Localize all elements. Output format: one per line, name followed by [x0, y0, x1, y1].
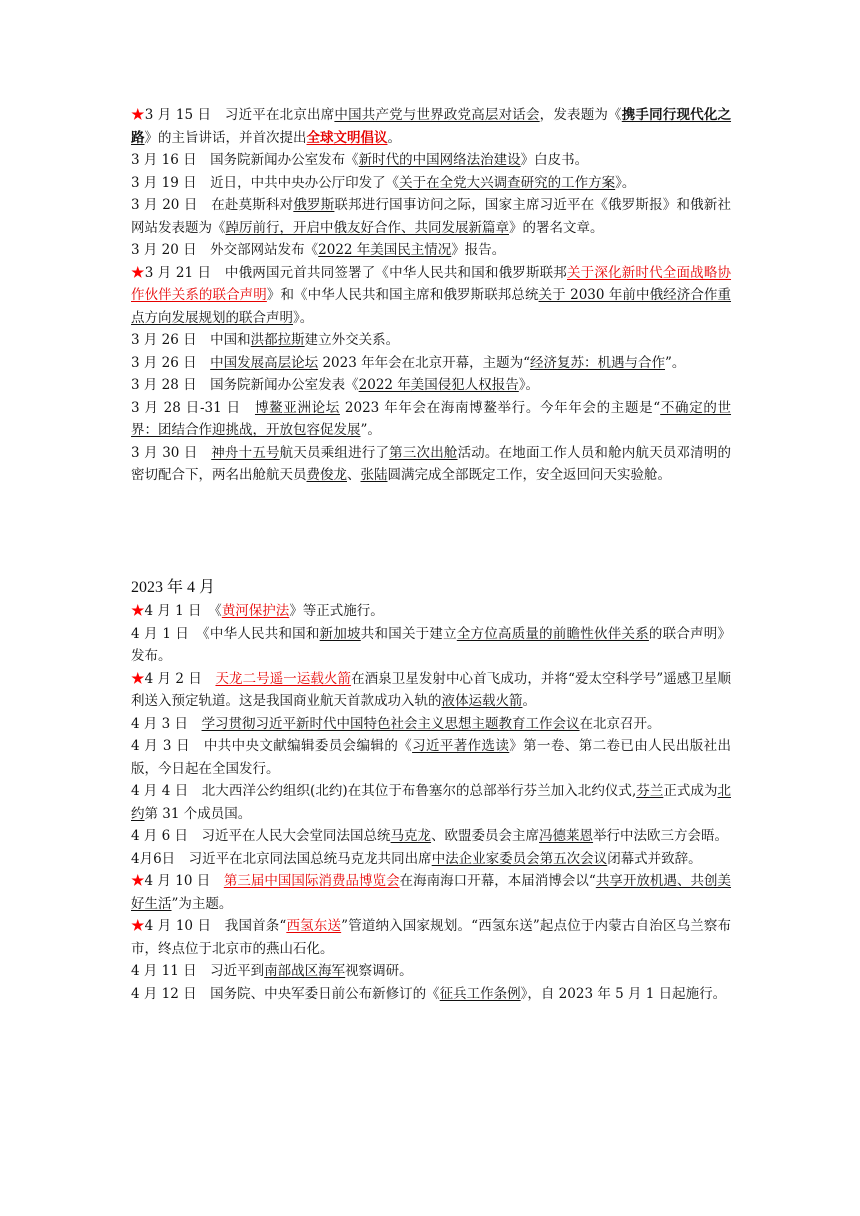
entry-text: 联邦进行国事访问之际，国家主席习近平在《俄罗斯报》和俄新社网站发表题为《: [131, 197, 732, 236]
event-entry: [131, 149, 731, 172]
underlined-term: 2022 年美国侵犯人权报告: [358, 377, 519, 393]
underlined-term: 全球文明倡议: [306, 129, 388, 146]
entry-text: 》。: [615, 174, 636, 191]
entry-text: 共和国关于建立: [360, 625, 457, 642]
entry-text: 3 月 20 日 外交部网站发布《: [131, 242, 319, 258]
entry-text: 4 月 11 日 习近平到: [131, 963, 265, 979]
underlined-term: 南部战区: [264, 963, 319, 979]
event-entry: [131, 262, 731, 330]
entry-text: 活动。在地面工作人员和舱内航天员邓清明的密切配合下，两名出舱航天员: [131, 444, 732, 483]
underlined-term: 携手同行现代化之路: [131, 107, 732, 146]
underlined-term: 马克龙: [390, 828, 432, 844]
entry-text: 举行中法欧三方会晤。: [593, 828, 729, 844]
entry-text: 》报告。: [451, 242, 506, 258]
underlined-term: 博鳌亚洲论坛: [254, 399, 340, 416]
entry-text: 》等正式施行。: [289, 603, 384, 619]
event-entry: [131, 780, 731, 825]
event-entry: [131, 172, 731, 195]
underlined-term: 黄河保护法: [221, 603, 290, 619]
april-events: [131, 600, 731, 1005]
star-icon: ★: [131, 603, 145, 619]
underlined-term: 新时代的中国网络法治建设: [358, 152, 521, 168]
underlined-term: 费俊龙: [306, 467, 347, 483]
star-icon: ★: [131, 670, 145, 687]
entry-text: 3 月 28 日 国务院新闻办公室发表《: [131, 377, 359, 393]
underlined-term: 2022 年美国民主情况: [318, 242, 452, 258]
event-entry: [131, 983, 731, 1006]
entry-text: 》的署名文章。: [509, 219, 604, 236]
entry-text: 在北京召开。: [579, 715, 661, 732]
entry-text: 》白皮书。: [520, 152, 589, 168]
underlined-term: 关于深化新时代全面战略协作伙伴关系的联合声明: [131, 264, 732, 303]
event-entry: [131, 623, 731, 668]
entry-text: 3 月 26 日 中国和: [131, 332, 251, 348]
event-entry: [131, 870, 731, 915]
underlined-term: 冯德莱恩: [539, 828, 594, 844]
entry-text: 3 月 16 日 国务院新闻办公室发布《: [131, 152, 359, 168]
entry-text: 4月6日 习近平在北京同法国总统马克龙共同出席: [131, 850, 432, 867]
entry-text: 3 月 28 日-31 日: [131, 399, 255, 416]
entry-text: ，发表题为《: [539, 107, 622, 123]
underlined-term: 关于在全党大兴调查研究的工作方案: [399, 174, 616, 191]
underlined-term: 天龙二号遥一运载火箭: [215, 670, 352, 687]
entry-text: 2023 年年会在海南博鳌举行。今年年会的主题是“: [339, 399, 661, 416]
event-entry: [131, 239, 731, 262]
event-entry: [131, 848, 731, 871]
entry-text: 正式成为: [663, 783, 718, 799]
event-entry: [131, 915, 731, 960]
entry-text: ”。: [665, 354, 686, 371]
underlined-term: 学习贯彻习近平新时代中国特色社会主义思想主题教育工作会议: [201, 715, 580, 732]
entry-text: 在海南海口开幕，本届消博会以“: [399, 873, 596, 889]
underlined-term: 俄罗斯: [293, 197, 335, 213]
underlined-term: 中国共产党与世界政党高层对话会: [334, 107, 540, 123]
entry-text: 4 月 4 日 北大西洋公约组织(北约)在其位于布鲁塞尔的总部举行芬兰加入北约仪式,: [131, 783, 637, 799]
entry-text: 4 月 10 日: [144, 873, 224, 889]
underlined-term: 北约: [131, 783, 731, 822]
underlined-term: 习近平著作选读: [412, 738, 510, 754]
underlined-term: 全方位高质量的前瞻性伙伴关系: [456, 625, 649, 642]
event-entry: [131, 104, 731, 149]
entry-text: 、欧盟委员会主席: [431, 828, 540, 844]
entry-text: 3 月 20 日 在赴莫斯科对: [131, 197, 294, 213]
underlined-term: 第三次出舱: [389, 444, 458, 461]
underlined-term: 不确定的世界：团结合作迎挑战，开放包容促发展: [131, 399, 732, 438]
event-entry: [131, 960, 731, 983]
underlined-term: 神舟十五号: [211, 444, 280, 461]
event-entry: [131, 442, 731, 487]
entry-text: 3 月 26 日: [131, 354, 211, 371]
event-entry: [131, 194, 731, 239]
entry-text: 》第一卷、第二卷已由人民出版社出版，今日起在全国发行。: [131, 738, 732, 777]
event-entry: [131, 713, 731, 736]
star-icon: ★: [131, 107, 145, 123]
entry-text: 第 31 个成员国。: [144, 805, 252, 822]
entry-text: 3 月 19 日 近日，中共中央办公厅印发了《: [131, 174, 400, 191]
entry-text: 》。: [518, 377, 540, 393]
underlined-term: 经济复苏：机遇与合作: [530, 354, 665, 371]
underlined-term: 中法企业家委员会: [431, 850, 540, 867]
entry-text: 4 月 2 日: [144, 670, 216, 687]
entry-text: 4 月 6 日 习近平在人民大会堂同法国总统: [131, 828, 391, 844]
underlined-term: 第五次会议: [539, 850, 608, 867]
underlined-term: 征兵工作条例: [439, 985, 521, 1002]
entry-text: 闭幕式并致辞。: [607, 850, 702, 867]
event-entry: [131, 735, 731, 780]
underlined-term: 关于 2030 年前中俄经济合作重点方向发展规划的联合声明: [131, 287, 732, 326]
entry-text: 。: [522, 693, 536, 709]
event-entry: [131, 374, 731, 397]
entry-text: 》的主旨讲话，并首次提出: [144, 129, 307, 146]
entry-text: 航天员乘组进行了: [279, 444, 390, 461]
underlined-term: 中国发展高层论坛: [210, 354, 319, 371]
march-events: [131, 104, 731, 487]
entry-text: 3 月 21 日 中俄两国元首共同签署了《中华人民共和国和俄罗斯联邦: [144, 264, 567, 281]
underlined-term: 第三届中国国际消费品博览会: [223, 873, 400, 889]
underlined-term: 张陆: [360, 467, 388, 483]
entry-text: 的联合声明》发布。: [131, 625, 732, 664]
april-section: [131, 577, 731, 1005]
entry-text: ”管道纳入国家规划。“西氢东送”起点位于内蒙古自治区乌兰察布市，终点位于北京市的燕山石化。: [131, 918, 732, 957]
entry-text: 、: [347, 467, 361, 483]
event-entry: [131, 600, 731, 623]
underlined-term: 洪都拉斯: [250, 332, 305, 348]
entry-text: 3 月 30 日: [131, 444, 212, 461]
entry-text: 3 月 15 日 习近平在北京出席: [144, 107, 335, 123]
entry-text: 4 月 3 日 中共中央文献编辑委员会编辑的《: [131, 738, 413, 754]
star-icon: ★: [131, 264, 145, 281]
underlined-term: 海军: [318, 963, 346, 979]
underlined-term: 踔厉前行，开启中俄友好合作、共同发展新篇章: [225, 219, 509, 236]
entry-text: 4 月 1 日 《中华人民共和国和: [131, 625, 320, 642]
entry-text: 》，自 2023 年 5 月 1 日起施行。: [520, 985, 727, 1002]
event-entry: [131, 329, 731, 352]
underlined-term: 芬兰: [636, 783, 664, 799]
entry-text: ”。: [360, 422, 381, 438]
star-icon: ★: [131, 873, 145, 889]
entry-text: 。: [387, 129, 401, 146]
entry-text: 》和《中华人民共和国主席和俄罗斯联邦总统: [266, 287, 539, 303]
underlined-term: 西氢东送: [286, 918, 342, 934]
entry-text: 建立外交关系。: [304, 332, 400, 348]
april-heading: 2023 年 4 月: [131, 579, 216, 596]
event-entry: [131, 668, 731, 713]
underlined-term: 新加坡: [319, 625, 361, 642]
entry-text: 在酒泉卫星发射中心首飞成功，并将“爱太空科学号”遥感卫星顺利送入预定轨道。这是我国商业航天首款成功入轨的: [131, 670, 731, 709]
entry-text: 4 月 10 日 我国首条“: [144, 918, 287, 934]
entry-text: 》。: [293, 309, 314, 326]
underlined-term: 共享开放机遇、共创美好生活: [131, 873, 732, 912]
event-entry: [131, 352, 731, 375]
entry-text: 4 月 1 日 《: [144, 603, 222, 619]
event-entry: [131, 825, 731, 848]
star-icon: ★: [131, 918, 145, 934]
entry-text: ”为主题。: [171, 895, 233, 912]
entry-text: 视察调研。: [345, 963, 413, 979]
entry-text: 4 月 12 日 国务院、中央军委日前公布新修订的《: [131, 985, 440, 1002]
underlined-term: 液体运载火箭: [441, 693, 523, 709]
entry-text: 4 月 3 日: [131, 715, 202, 732]
event-entry: [131, 397, 731, 442]
entry-text: 圆满完成全部既定工作，安全返回问天实验舱。: [387, 467, 671, 483]
entry-text: 2023 年年会在北京开幕，主题为“: [318, 354, 530, 371]
